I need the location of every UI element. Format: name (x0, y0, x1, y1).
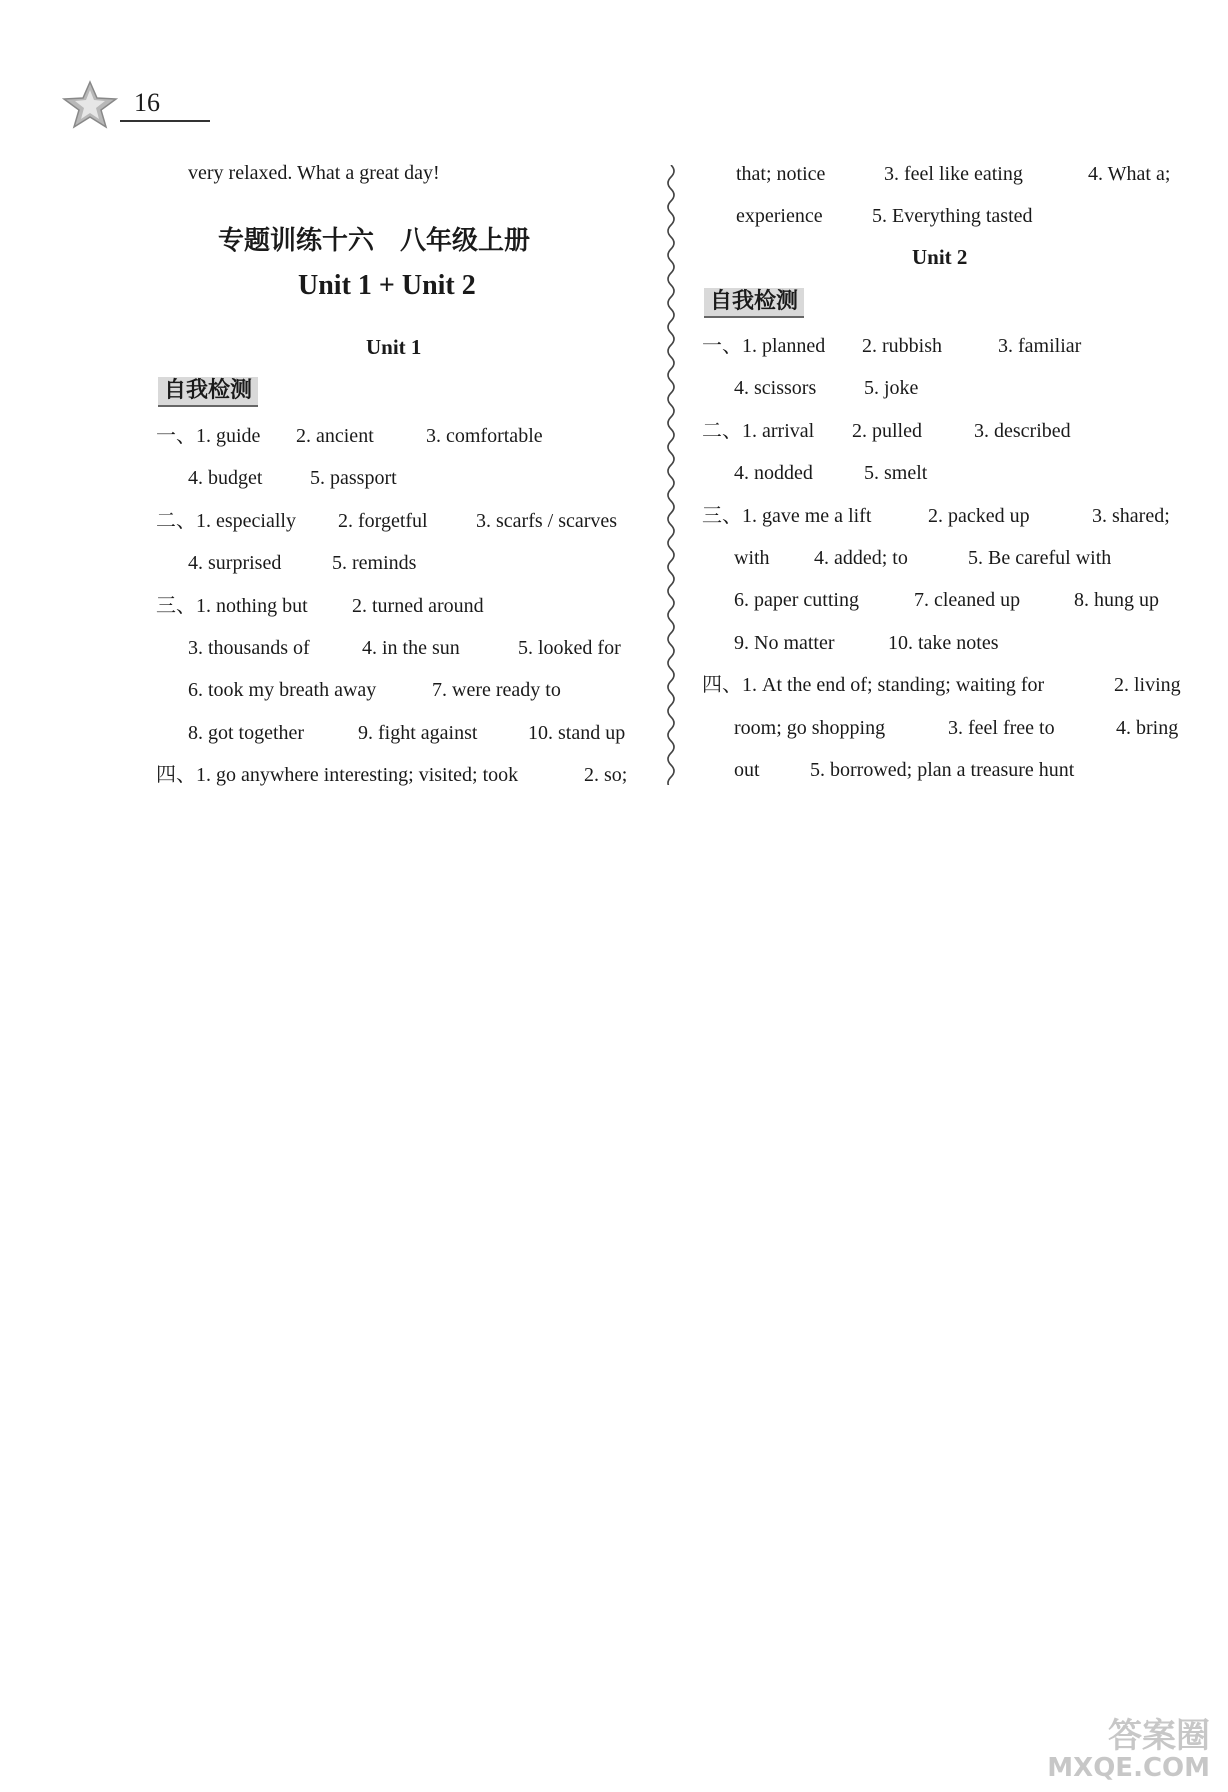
answer-item: 5. borrowed; plan a treasure hunt (810, 758, 1075, 781)
answer-item: 2. pulled (852, 419, 922, 442)
answer-line (702, 749, 1202, 791)
answer-item: 8. hung up (1074, 589, 1159, 612)
answer-item: that; notice (736, 163, 826, 185)
answer-item: 2. so; (584, 764, 628, 787)
answer-item: 4. nodded (734, 462, 813, 485)
answer-item: 9. No matter (734, 631, 835, 654)
answer-item: 4. bring (1116, 716, 1179, 739)
answer-line (702, 452, 1202, 494)
self-check-tag: 自我检测 (704, 288, 804, 318)
answer-line (156, 585, 656, 627)
unit2-answers (702, 325, 1202, 791)
wavy-divider (664, 165, 678, 785)
answer-item: 5. smelt (864, 462, 928, 485)
answer-item: 二、1. especially (156, 509, 296, 532)
answer-line (702, 367, 1202, 409)
answer-item: 4. What a; (1088, 163, 1171, 185)
answer-line (704, 153, 1204, 195)
answer-item: 3. comfortable (426, 425, 543, 447)
answer-item: 9. fight against (358, 721, 478, 744)
answer-line (702, 495, 1202, 537)
page-title-units: Unit 1 + Unit 2 (298, 270, 476, 301)
page-number: 16 (134, 88, 160, 117)
answer-item: 4. in the sun (362, 636, 460, 659)
answer-line (704, 195, 1204, 237)
answer-item: room; go shopping (734, 716, 886, 739)
answer-item: 6. paper cutting (734, 589, 859, 612)
answer-item: 3. thousands of (188, 636, 310, 659)
answer-line (156, 627, 656, 669)
answer-line (156, 712, 656, 754)
answer-line (702, 707, 1202, 749)
answer-item: 7. were ready to (432, 679, 561, 702)
answer-item: 5. reminds (332, 552, 417, 575)
answer-item: 5. Be careful with (968, 546, 1112, 569)
answer-item: 二、1. arrival (702, 419, 815, 442)
answer-line (156, 754, 656, 796)
answer-item: 10. stand up (528, 721, 626, 744)
answer-item: 2. packed up (928, 504, 1030, 527)
answer-item: 三、1. nothing but (156, 594, 308, 617)
answer-item: 4. budget (188, 467, 263, 490)
answer-item: 2. rubbish (862, 335, 942, 357)
watermark-line2: MXQE.COM (1047, 1752, 1210, 1783)
answer-item: 2. turned around (352, 594, 484, 617)
answer-line (156, 500, 656, 542)
answer-item: 3. described (974, 419, 1071, 442)
answer-line (156, 669, 656, 711)
watermark-line1: 答案圈 (1108, 1716, 1210, 1757)
section-tag-left (158, 377, 258, 407)
answer-item: 一、1. planned (702, 335, 826, 357)
answer-item: 4. surprised (188, 552, 282, 575)
unit1-label: Unit 1 (366, 335, 422, 359)
star-icon (58, 80, 122, 130)
answer-item: 3. scarfs / scarves (476, 509, 618, 532)
answer-item: 四、1. At the end of; standing; waiting for (702, 674, 1045, 697)
answer-item: 四、1. go anywhere interesting; visited; took (156, 764, 519, 787)
section-tag-right (704, 288, 804, 318)
answer-item: 3. feel like eating (884, 163, 1023, 185)
answer-item: 6. took my breath away (188, 679, 377, 702)
answer-item: out (734, 758, 760, 781)
unit2-label: Unit 2 (912, 245, 968, 269)
answer-item: 3. shared; (1092, 504, 1170, 527)
answer-item: 5. Everything tasted (872, 205, 1033, 228)
answer-item: 3. feel free to (948, 716, 1055, 739)
answer-item: 3. familiar (998, 335, 1082, 357)
answer-line (702, 537, 1202, 579)
answer-item: 三、1. gave me a lift (702, 504, 872, 527)
answer-item: 一、1. guide (156, 425, 261, 447)
answer-item: 8. got together (188, 721, 305, 744)
self-check-tag: 自我检测 (158, 377, 258, 407)
answer-item: 2. living (1114, 674, 1181, 697)
answer-item: 5. passport (310, 467, 397, 490)
answer-item: 5. joke (864, 377, 919, 400)
answer-line (156, 542, 656, 584)
answer-item: with (734, 546, 770, 569)
answer-line (156, 415, 656, 457)
unit1-answers-continued (704, 153, 1204, 238)
page-number-underline (120, 120, 210, 122)
answer-line (702, 664, 1202, 706)
watermark (1047, 1716, 1210, 1783)
answer-line (702, 410, 1202, 452)
answer-item: 5. looked for (518, 636, 621, 659)
answer-item: 2. forgetful (338, 509, 428, 532)
intro-line: very relaxed. What a great day! (188, 162, 440, 184)
answer-line (156, 457, 656, 499)
page-title-cn: 专题训练十六 八年级上册 (218, 226, 531, 256)
answer-line (702, 622, 1202, 664)
answer-item: 10. take notes (888, 631, 999, 654)
unit1-answers (156, 415, 656, 797)
answer-item: 2. ancient (296, 425, 374, 447)
answer-item: experience (736, 205, 823, 228)
answer-line (702, 325, 1202, 367)
answer-line (702, 579, 1202, 621)
answer-item: 4. scissors (734, 377, 817, 400)
answer-item: 4. added; to (814, 546, 908, 569)
answer-item: 7. cleaned up (914, 589, 1021, 612)
